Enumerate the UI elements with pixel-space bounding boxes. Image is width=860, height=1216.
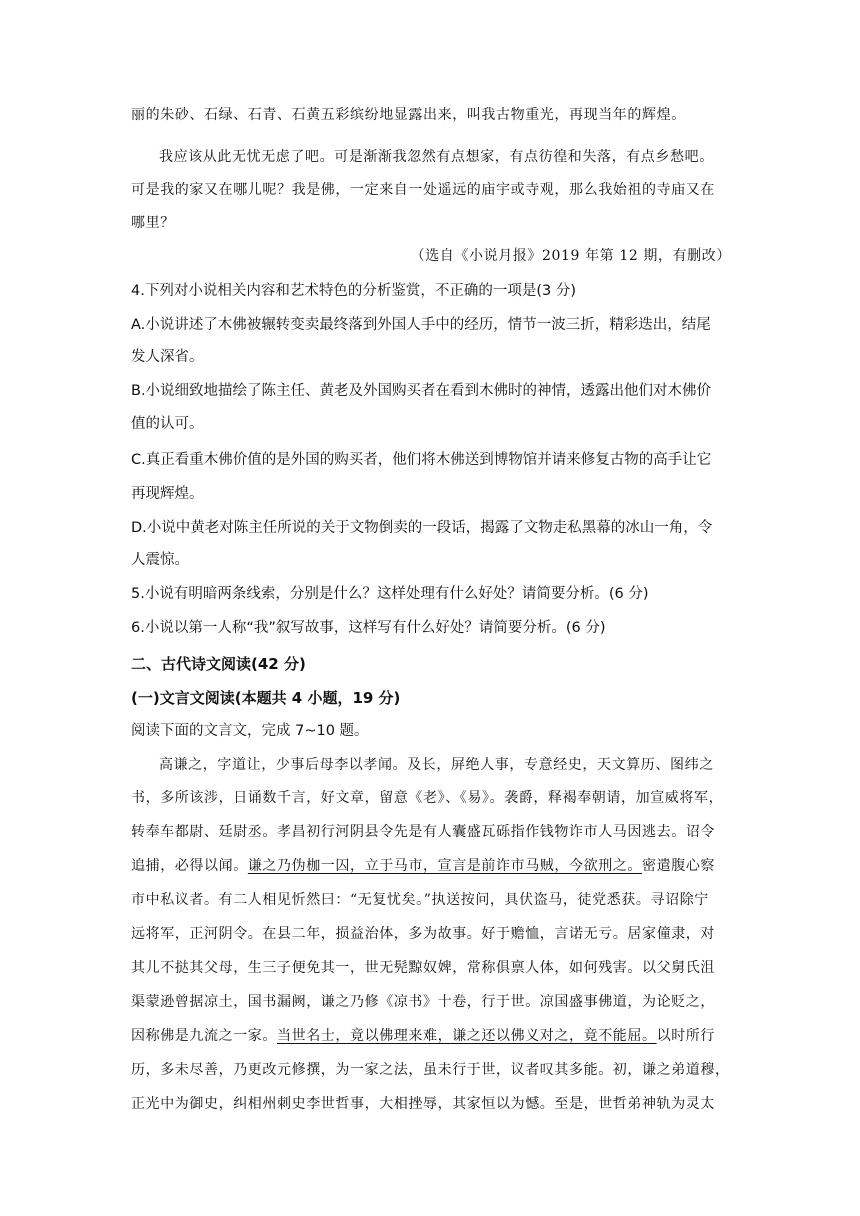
option-c: C.真正看重木佛价值的是外国的购买者，他们将木佛送到博物馆并请来修复古物的高手让它 [131,452,712,468]
option-c-cont: 再现辉煌。 [131,486,204,502]
passage-segment: 密遣腹心察 [642,858,716,874]
underlined-sentence: 当世名士，竟以佛理来难，谦之还以佛义对之，竟不能屈。 [277,1028,657,1044]
question-5: 5.小说有明暗两条线索，分别是什么？这样处理有什么好处？请简要分析。(6 分) [131,586,649,602]
passage-segment: 因称佛是九流之一家。 [131,1028,277,1044]
question-4: 4.下列对小说相关内容和艺术特色的分析鉴赏，不正确的一项是(3 分) [131,283,576,299]
text-line: 丽的朱砂、石绿、石青、石黄五彩缤纷地显露出来，叫我古物重光，再现当年的辉煌。 [131,107,686,123]
passage-segment: 追捕，必得以闻。 [131,858,248,874]
underlined-sentence: 谦之乃伪枷一囚，立于马市，宣言是前诈市马贼，今欲刑之。 [247,858,643,874]
text-line: 可是我的家又在哪儿呢？我是佛，一定来自一处遥远的庙宇或寺观，那么我始祖的寺庙又在 [131,182,715,198]
option-b-cont: 值的认可。 [131,416,204,432]
passage-line: 高谦之，字道让，少事后母李以孝闻。及长，屏绝人事，专意经史，天文算历、图纬之 [159,757,714,773]
option-b: B.小说细致地描绘了陈主任、黄老及外国购买者在看到木佛时的神情，透露出他们对木佛价 [131,383,712,399]
passage-line: 转奉车都尉、廷尉丞。孝昌初行河阴县令先是有人囊盛瓦砾指作钱物诈市人马因逃去。诏令 [131,824,715,840]
text-line: 我应该从此无忧无虑了吧。可是渐渐我忽然有点想家，有点彷徨和失落，有点乡愁吧。 [159,149,714,165]
question-6: 6.小说以第一人称“我”叙写故事，这样写有什么好处？请简要分析。(6 分) [131,620,606,636]
passage-line: 其儿不挞其父母，生三子便免其一，世无髡黥奴婢，常称俱禀人体，如何残害。以父舅氏沮 [131,960,715,976]
passage-line: 历，多未尽善，乃更改元修撰，为一家之法，虽未行于世，议者叹其多能。初，谦之弟道穆， [131,1062,730,1078]
text-line: 哪里？ [131,215,175,231]
subsection-heading: (一)文言文阅读(本题共 4 小题，19 分) [131,689,401,707]
section-heading: 二、古代诗文阅读(42 分) [131,655,306,673]
passage-line [131,856,731,876]
option-d-cont: 人震惊。 [131,552,189,568]
instruction: 阅读下面的文言文，完成 7~10 题。 [131,723,369,739]
option-a: A.小说讲述了木佛被辗转变卖最终落到外国人手中的经历，情节一波三折，精彩迭出，结尾 [131,317,711,333]
option-a-cont: 发人深省。 [131,349,204,365]
passage-line: 正光中为御史，纠相州刺史李世哲事，大相挫辱，其家恒以为憾。至是，世哲弟神轨为灵太 [131,1096,715,1112]
source-citation: （选自《小说月报》2019 年第 12 期，有删改） [410,248,731,264]
passage-line: 渠蒙逊曾据凉土，国书漏阙，谦之乃修《凉书》十卷，行于世。凉国盛事佛道，为论贬之， [131,994,715,1010]
passage-segment: 以时所行 [656,1028,716,1044]
passage-line [131,1026,731,1046]
passage-line: 书，多所该涉，日诵数千言，好文章，留意《老》、《易》。袭爵，释褐奉朝请，加宣威将军， [131,790,724,806]
passage-line: 市中私议者。有二人相见忻然曰：“无复忧矣。”执送按问，具伏盗马，徒党悉获。寻诏除宁 [131,892,709,908]
option-d: D.小说中黄老对陈主任所说的关于文物倒卖的一段话，揭露了文物走私黑幕的冰山一角，令 [131,520,713,536]
passage-line: 远将军，正河阴令。在县二年，损益治体，多为故事。好于赡恤，言诺无亏。居家僮隶，对 [131,926,715,942]
